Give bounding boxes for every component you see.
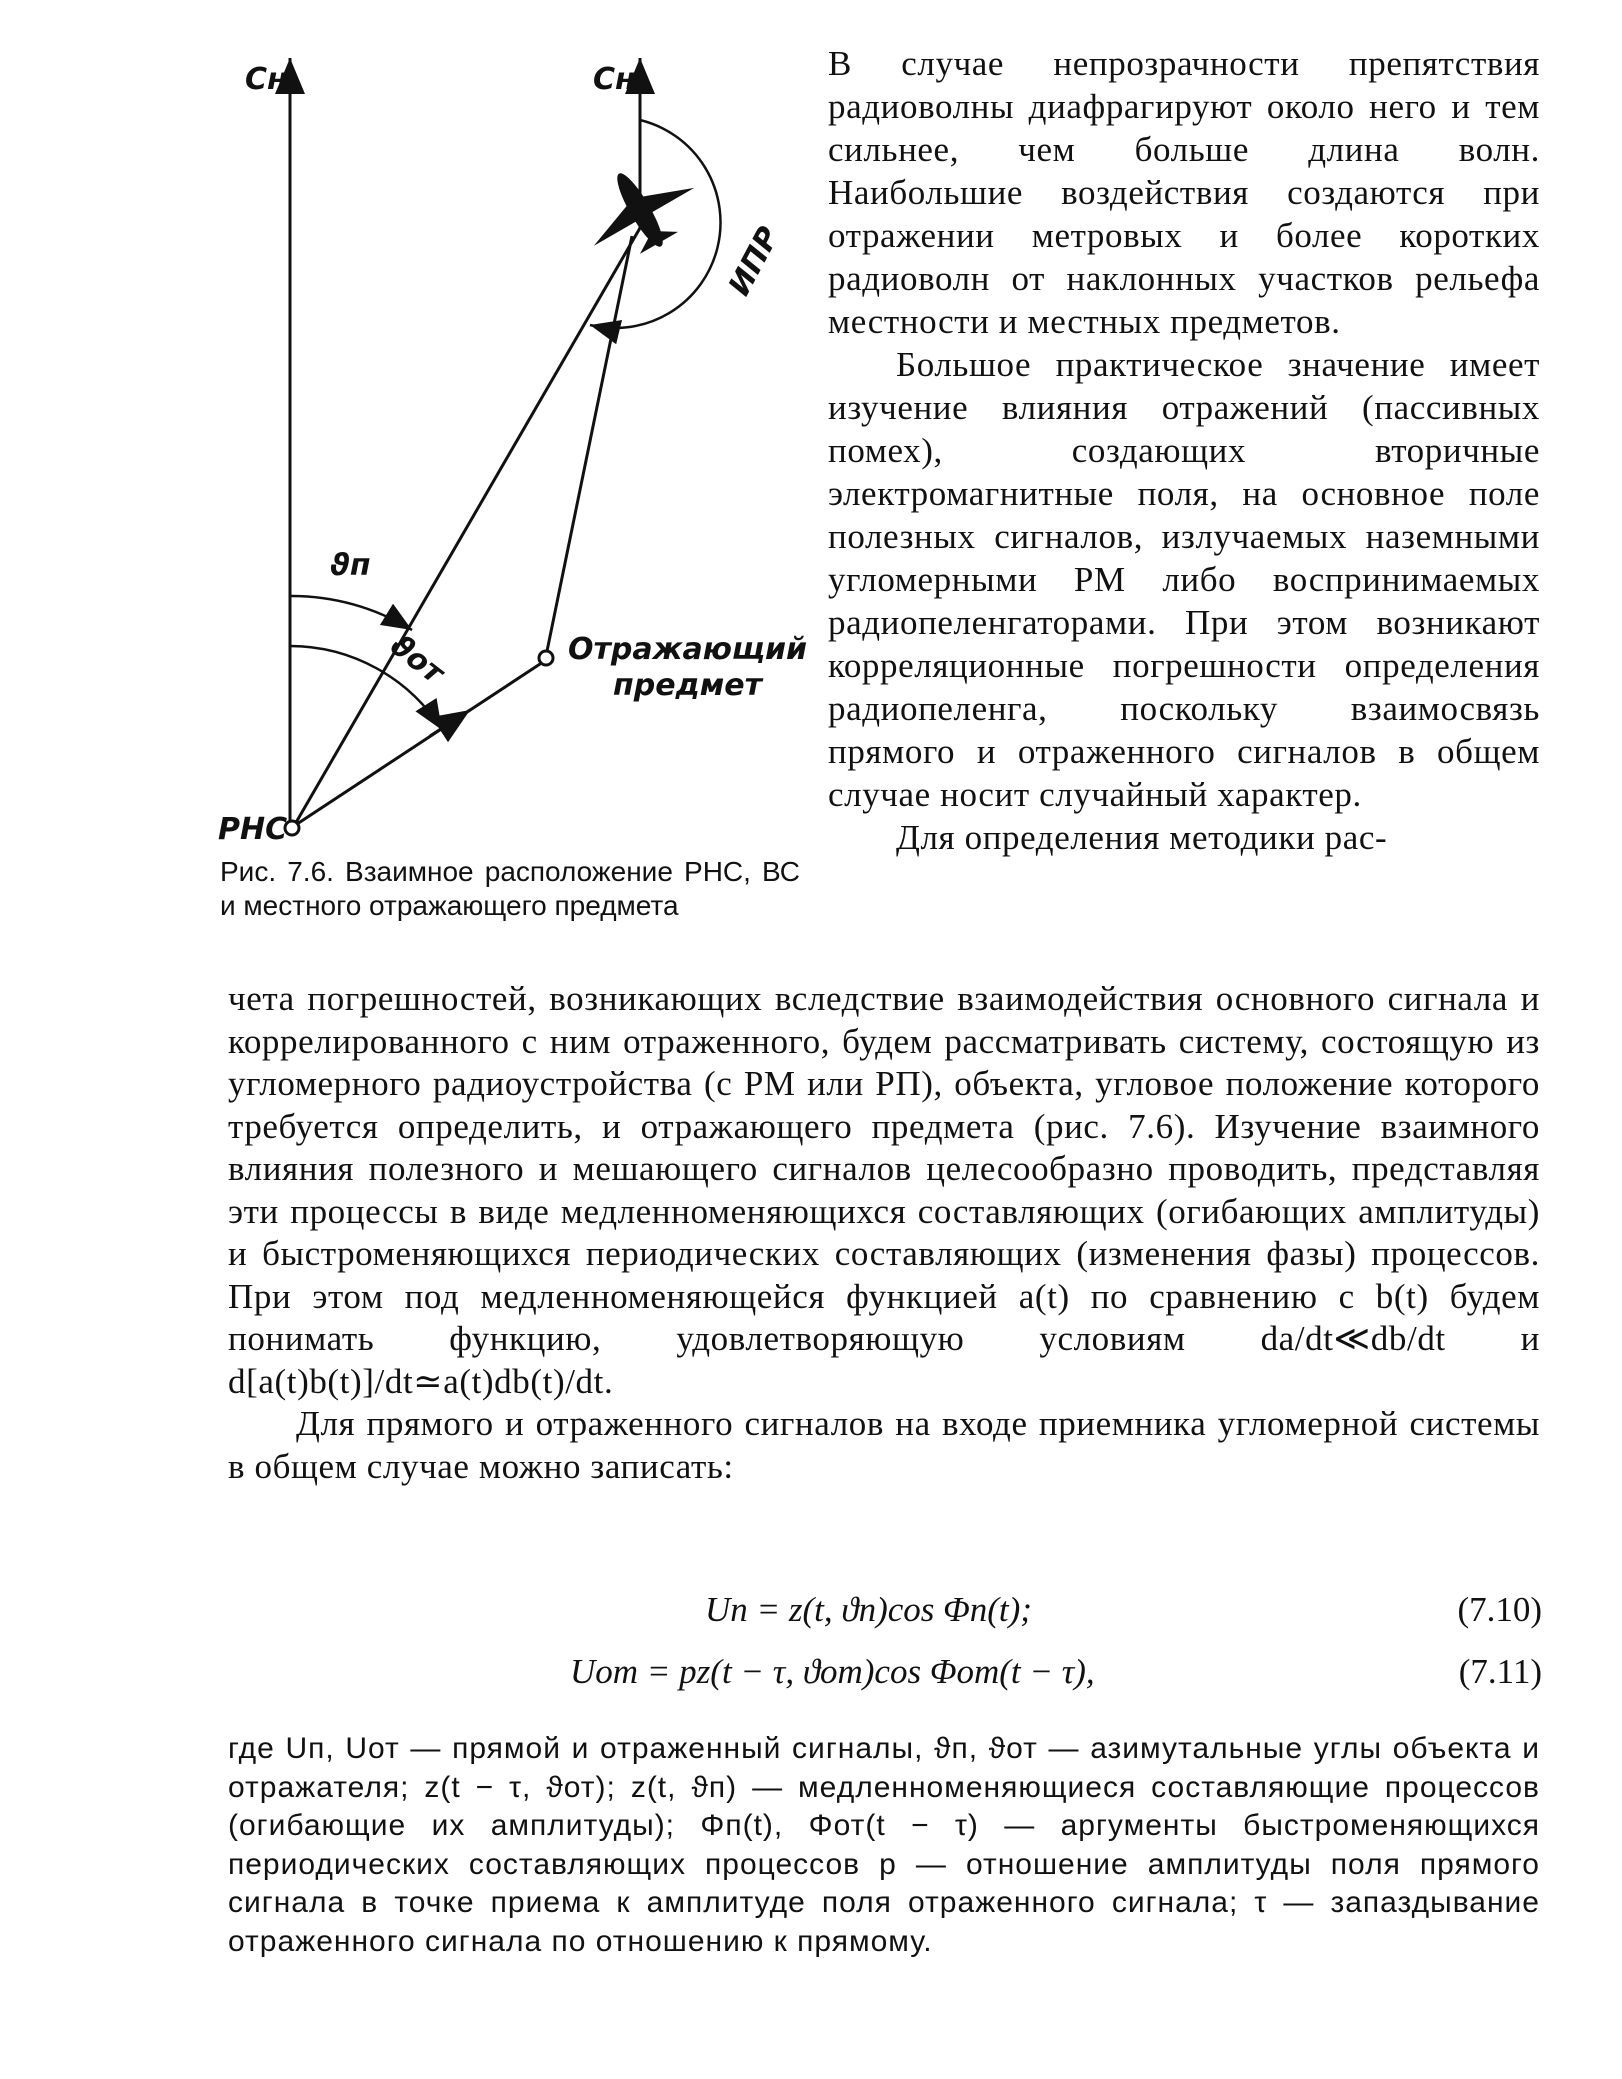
equation-number-7-10: (7.10) [1457,1590,1542,1629]
angle-theta-p-arc [290,596,412,630]
reflected-path-line [546,236,632,656]
right-column-text [828,42,1540,859]
paragraph-3-rest: чета погрешностей, возникающих вследствие взаимодействия основного сигнала и коррелированного с ним отраженного, будем рассматривать систему, состоящую из угломерного радиоустройства (с РМ или РП), объекта, угловое положение которого требуется определить, и отражающего предмета (рис. 7.6). Изучение взаимного влияния полезного и мешающего сигналов целесообразно проводить, представляя эти процессы в виде медленноменяющихся составляющих (огибающих амплитуды) и быстроменяющихся периодических составляющих (изменения фазы) процессов. При этом под медленноменяющейся функцией a(t) по сравнению с b(t) будем понимать функцию, удовлетворяющую условиям da/dt≪db/dt и d[a(t)b(t)]/dt≃a(t)db(t)/dt. [228,979,1540,1401]
paragraph-3-start: Для определения методики рас- [896,818,1388,857]
reflector-label-line1: Отражающий [568,632,808,667]
theta-ot-label: ϑот [383,628,451,692]
equation-number-7-11: (7.11) [1458,1652,1542,1691]
symbol-explanation [228,1730,1540,1961]
paragraph-4: Для прямого и отраженного сигналов на входе приемника угломерной системы в общем случае можно записать: [228,1404,1540,1486]
paragraph-2: Большое практическое значение имеет изучение влияния отражений (пассивных помех), создающих вторичные электромагнитные поля, на основное поле полезных сигналов, излучаемых наземными угломерными РМ либо воспринимаемых радиопеленгаторами. При этом возникают корреляционные погрешности определения радиопеленга, поскольку взаимосвязь прямого и отраженного сигналов в общем случае носит случайный характер. [828,345,1540,814]
ipr-label: ИПР [722,221,787,302]
full-width-text [228,978,1540,1488]
figure-caption: Рис. 7.6. Взаимное расположение РНС, ВС и местного отражающего предмета [220,856,800,921]
equation-7-10: Uп = z(t, ϑп)cos Φп(t); [705,1590,1032,1629]
equation-7-11: Uот = pz(t − τ, ϑот)cos Φот(t − τ), [570,1652,1095,1691]
reflector-label-line2: предмет [613,668,763,703]
north-label-left: Cн [245,62,288,97]
reflector-point [539,651,553,665]
station-label: РНС [218,812,288,847]
theta-p-label: ϑп [330,548,371,583]
direct-path-line [294,228,640,826]
reflector-line [294,662,543,826]
north-label-right: Cн [593,62,636,97]
figure-7-6-diagram [200,40,820,850]
explanation-text: где Uп, Uот — прямой и отраженный сигналы, ϑп, ϑот — азимутальные углы объекта и отражателя; z(t − τ, ϑот); z(t, ϑп) — медленноменяющиеся составляющие процессов (огибающие их амплитуды); Φп(t), Φот(t − τ) — аргументы быстроменяющихся периодических составляющих процессов p — отношение амплитуды поля прямого сигнала в точке приема к амплитуде поля отраженного сигнала; τ — запаздывание отраженного сигнала по отношению к прямому. [228,1732,1540,1958]
paragraph-1: В случае непрозрачности препятствия радиоволны диафрагируют около него и тем сильнее, чем больше длина волн. Наибольшие воздействия создаются при отражении метровых и более коротких радиоволн от наклонных участков рельефа местности и местных предметов. [828,44,1540,341]
